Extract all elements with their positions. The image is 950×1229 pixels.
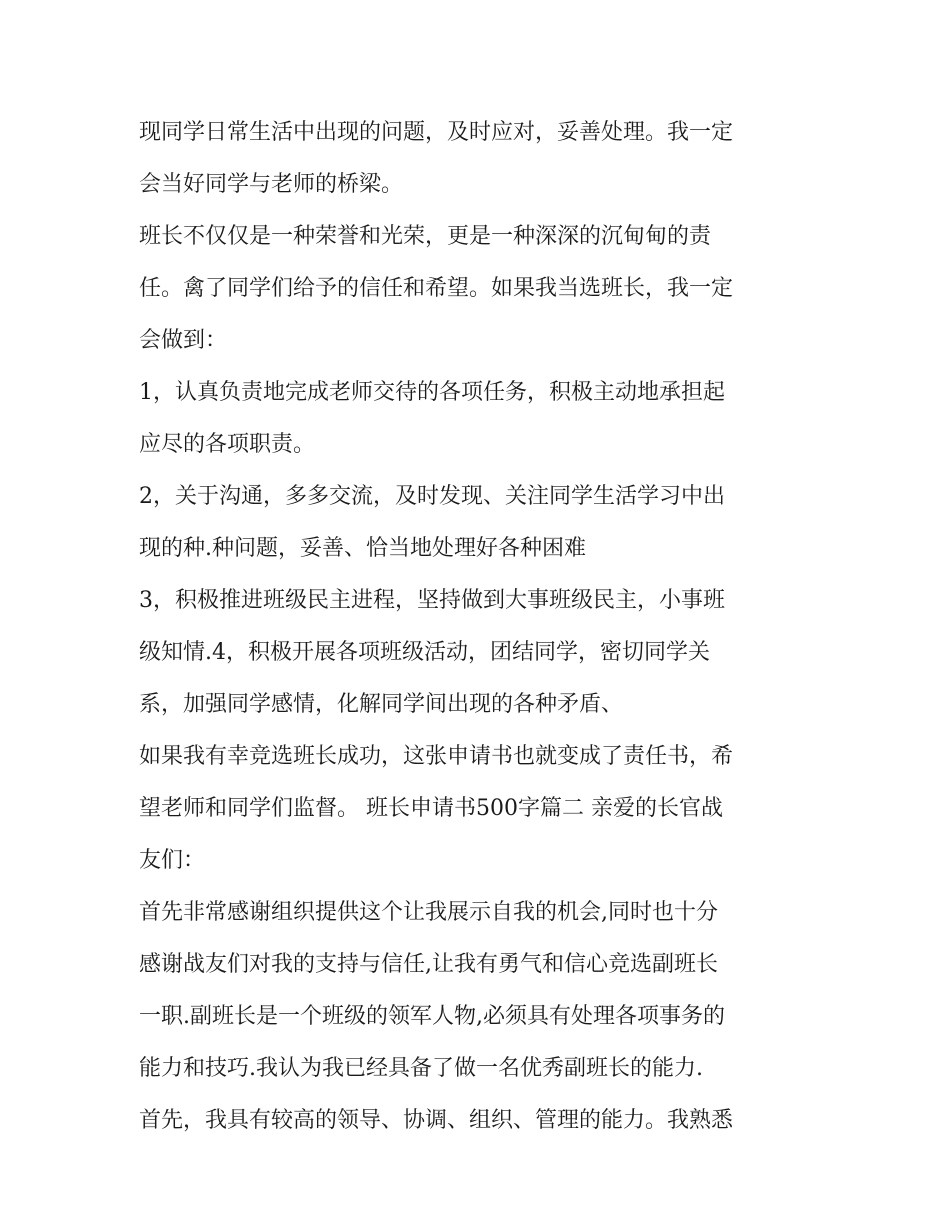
text-line: 任。禽了同学们给予的信任和希望。如果我当选班长，我一定 — [139, 276, 734, 301]
text-line: 系，加强同学感情，化解同学间出现的各种矛盾、 — [139, 692, 624, 717]
text-line: 首先，我具有较高的领导、协调、组织、管理的能力。我熟悉 — [139, 1108, 734, 1133]
text-line: 级知情.4，积极开展各项班级活动，团结同学，密切同学关 — [139, 640, 710, 665]
text-line: 现的种.种问题，妥善、恰当地处理好各种困难 — [139, 536, 586, 561]
text-line: 一职.副班长是一个班级的领军人物,必须具有处理各项事务的 — [139, 1004, 725, 1029]
text-line: 友们： — [139, 848, 206, 873]
text-line: 会当好同学与老师的桥梁。 — [139, 172, 404, 197]
text-line: 如果我有幸竞选班长成功，这张申请书也就变成了责任书，希 — [139, 744, 734, 769]
text-line: 感谢战友们对我的支持与信任,让我有勇气和信心竞选副班长 — [139, 952, 718, 977]
text-line: 应尽的各项职责。 — [139, 432, 316, 457]
text-line: 2，关于沟通，多多交流，及时发现、关注同学生活学习中出 — [139, 484, 725, 509]
text-line: 会做到： — [139, 328, 228, 353]
text-line: 能力和技巧.我认为我已经具备了做一名优秀副班长的能力. — [139, 1056, 703, 1081]
text-line: 现同学日常生活中出现的问题，及时应对，妥善处理。我一定 — [139, 120, 734, 145]
text-line: 班长不仅仅是一种荣誉和光荣，更是一种深深的沉甸甸的责 — [139, 224, 712, 249]
text-line: 首先非常感谢组织提供这个让我展示自我的机会,同时也十分 — [139, 900, 718, 925]
text-line: 望老师和同学们监督。 班长申请书500字篇二 亲爱的长官战 — [139, 796, 723, 821]
text-line: 1，认真负责地完成老师交待的各项任务，积极主动地承担起 — [139, 380, 725, 405]
text-line: 3，积极推进班级民主进程，坚持做到大事班级民主，小事班 — [139, 588, 725, 613]
document-body — [139, 107, 819, 1147]
